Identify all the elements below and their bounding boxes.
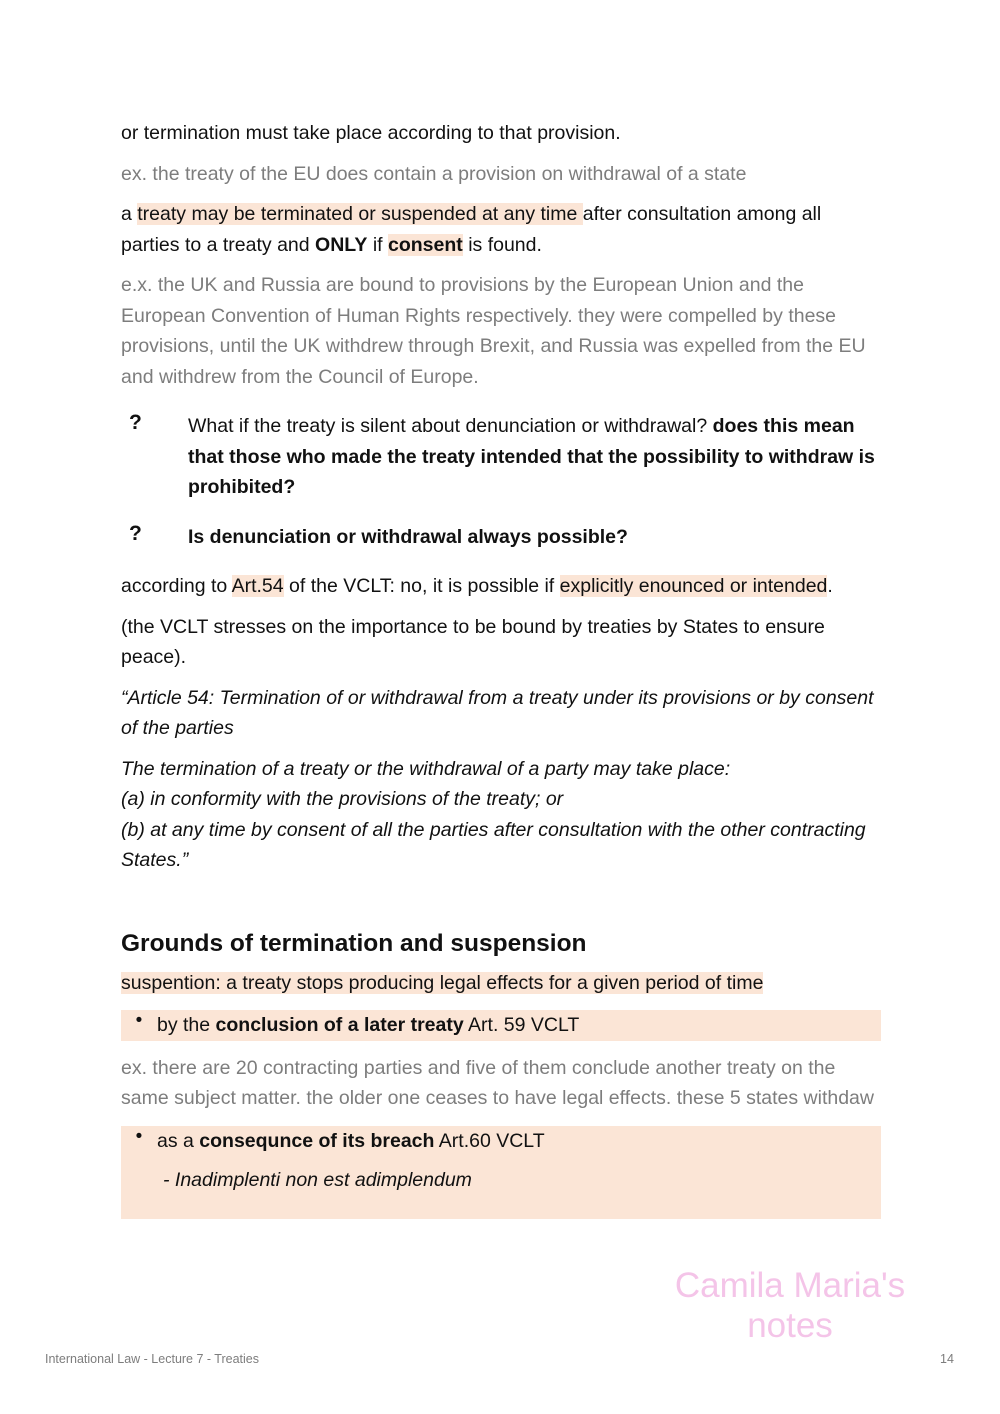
question-bold: Is denunciation or withdrawal always possible? bbox=[188, 525, 628, 548]
example-eu: ex. the treaty of the EU does contain a provision on withdrawal of a state bbox=[121, 162, 747, 185]
paragraph-vclt-peace: (the VCLT stresses on the importance to be bound by treaties by States to ensure peace). bbox=[121, 615, 825, 668]
bold-later-treaty: conclusion of a later treaty bbox=[215, 1014, 464, 1036]
quote-article-title: “Article 54: Termination of or withdrawal from a treaty under its provisions or by consent of the parties bbox=[121, 686, 874, 739]
sub-item-inadimplenti: - Inadimplenti non est adimplendum bbox=[163, 1169, 472, 1191]
paragraph-provision: or termination must take place according to that provision. bbox=[121, 122, 621, 144]
text-after: after consultation among all parties to a treaty and bbox=[121, 203, 822, 256]
highlight-explicitly: explicitly enounced or intended bbox=[559, 575, 828, 597]
quote-line-a: (a) in conformity with the provisions of the treaty; or bbox=[121, 788, 564, 810]
example-uk-russia: e.x. the UK and Russia are bound to provisions by the European Union and the European Convention of Human Rights respectively. they were compelled by these provisions, until the UK withdrew through Brexit, and Russia was expelled from the EU and withdrew from the Council of Europe. bbox=[121, 274, 866, 388]
text-by: by the bbox=[157, 1014, 216, 1036]
bullet-icon: • bbox=[135, 1010, 143, 1031]
text-vclt: of the VCLT: no, it is possible if bbox=[283, 575, 560, 597]
question-silent bbox=[121, 411, 881, 503]
quote-line-1: The termination of a treaty or the withdrawal of a party may take place: bbox=[121, 757, 731, 780]
highlight-suspension: suspention: a treaty stops producing legal effects for a given period of time bbox=[121, 971, 764, 994]
example-20-parties: ex. there are 20 contracting parties and five of them conclude another treaty on the same subject matter. the older one ceases to have legal effects. these 5 states withdaw bbox=[121, 1056, 874, 1109]
highlight-consent: consent bbox=[388, 233, 463, 256]
bullet-icon: • bbox=[135, 1125, 143, 1147]
question-silent-text bbox=[188, 411, 881, 503]
section-heading: Grounds of termination and suspension bbox=[121, 929, 587, 957]
suspension-definition bbox=[121, 968, 881, 999]
question-mark-icon: ? bbox=[129, 411, 142, 434]
text-a: a bbox=[121, 203, 138, 225]
paragraph-art54 bbox=[121, 571, 881, 602]
bullet-later-treaty bbox=[121, 1010, 881, 1041]
text-as-a: as a bbox=[157, 1129, 200, 1152]
question-mark-icon: ? bbox=[129, 521, 142, 545]
text-according: according to bbox=[121, 575, 232, 597]
page-number: 14 bbox=[940, 1352, 954, 1366]
paragraph-consent bbox=[121, 199, 881, 260]
text-if: if bbox=[367, 233, 389, 256]
text-art59: Art. 59 VCLT bbox=[463, 1014, 580, 1036]
bold-breach: consequnce of its breach bbox=[199, 1129, 435, 1152]
question-plain: What if the treaty is silent about denunciation or withdrawal? bbox=[188, 415, 713, 437]
question-always-text bbox=[188, 522, 881, 553]
text-art60: Art.60 VCLT bbox=[434, 1129, 545, 1152]
watermark-line-2: notes bbox=[747, 1306, 833, 1345]
highlight-terminated: treaty may be terminated or suspended at any time bbox=[137, 203, 583, 225]
bold-only: ONLY bbox=[315, 233, 368, 256]
bullet-later-treaty-text bbox=[157, 1010, 579, 1041]
text-period: . bbox=[827, 575, 833, 597]
quote-article-body bbox=[121, 754, 881, 876]
question-bold: does this mean that those who made the treaty intended that the possibility to withdraw is prohibited? bbox=[188, 415, 875, 498]
page-content bbox=[121, 118, 881, 1219]
highlight-art54: Art.54 bbox=[231, 575, 284, 597]
watermark-line-1: Camila Maria's bbox=[674, 1266, 906, 1302]
bullet-breach-text bbox=[157, 1126, 545, 1157]
watermark bbox=[650, 1262, 930, 1350]
bullet-breach bbox=[121, 1126, 881, 1219]
text-found: is found. bbox=[462, 233, 542, 256]
footer-title: International Law - Lecture 7 - Treaties bbox=[45, 1352, 260, 1366]
quote-line-b: (b) at any time by consent of all the parties after consultation with the other contracting States.” bbox=[121, 818, 866, 871]
question-always bbox=[121, 522, 881, 553]
